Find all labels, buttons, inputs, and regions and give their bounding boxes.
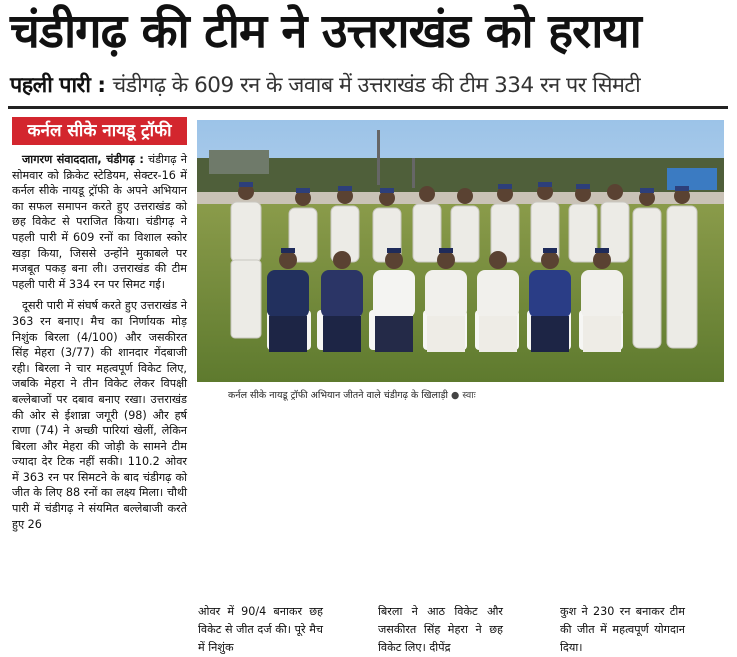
photo-source: ● स्वाः [451, 390, 476, 401]
subheadline [10, 70, 727, 102]
divider [8, 106, 728, 109]
article-paragraph-1 [12, 152, 187, 292]
article-column [12, 152, 187, 538]
paragraph-1-text: चंडीगढ़ ने सोमवार को क्रिकेट स्टेडियम, सेक्टर-16 में कर्नल सीके नायडू ट्रॉफी के अपने अभियान का सफल समापन करते हुए उत्तराखंड को छह विकेट से पराजित किया। चंडीगढ़ ने पहली पारी में 609 रनों का विशाल स्कोर खड़ा किया, जिससे उन्होंने मुकाबले पर मजबूत पकड़ बना ली। उत्तराखंड की टीम पहली पारी में 334 रन पर सिमट गई। [12, 153, 188, 291]
subhead-text: चंडीगढ़ के 609 रन के जवाब में उत्तराखंड की टीम 334 रन पर सिमटी [112, 73, 641, 98]
article-bottom-column-3: बिरला ने आठ विकेट और जसकीरत सिंह मेहरा ने छह विकेट लिए। दीपेंद्र [378, 605, 503, 654]
article-bottom-column-4: कुश ने 230 रन बनाकर टीम की जीत में महत्वपूर्ण योगदान दिया। [560, 605, 685, 654]
section-tag: कर्नल सीके नायडू ट्रॉफी [12, 117, 187, 145]
team-photo [197, 120, 724, 382]
headline: चंडीगढ़ की टीम ने उत्तराखंड को हराया [10, 4, 641, 59]
article-bottom-column-2: ओवर में 90/4 बनाकर छह विकेट से जीत दर्ज की। पूरे मैच में निशुंक [198, 605, 323, 654]
photo-caption-text: कर्नल सीके नायडू ट्रॉफी अभियान जीतने वाले चंडीगढ़ के खिलाड़ी [228, 390, 448, 401]
subhead-label: पहली पारी : [10, 73, 106, 98]
article-paragraph-2: दूसरी पारी में संघर्ष करते हुए उत्तराखंड ने 363 रन बनाए। मैच का निर्णायक मोड़ निशुंक बिरला (4/100) और जसकीरत सिंह मेहरा (3/77) की शानदार गेंदबाजी रही। बिरला ने चार महत्वपूर्ण विकेट लिए, जबकि मेहरा ने तीन विकेट लेकर विपक्षी बल्लेबाजों पर दबाव बनाए रखा। उत्तराखंड की ओर से ईशान्ना जगूरी (98) और हर्ष राणा (74) ने अच्छी पारियां खेलीं, लेकिन बिरला और मेहरा की जोड़ी के सामने टीम ज्यादा देर टिक नहीं सकी। 110.2 ओवर में 363 रन पर सिमटने के बाद चंडीगढ़ को जीत के लिए 88 रनों का लक्ष्य मिला। चौथी पारी में चंडीगढ़ ने संयमित बल्लेबाजी करते हुए 26 [12, 299, 187, 531]
dateline: जागरण संवाददाता, चंडीगढ़ : [22, 153, 144, 166]
photo-caption [228, 388, 728, 404]
